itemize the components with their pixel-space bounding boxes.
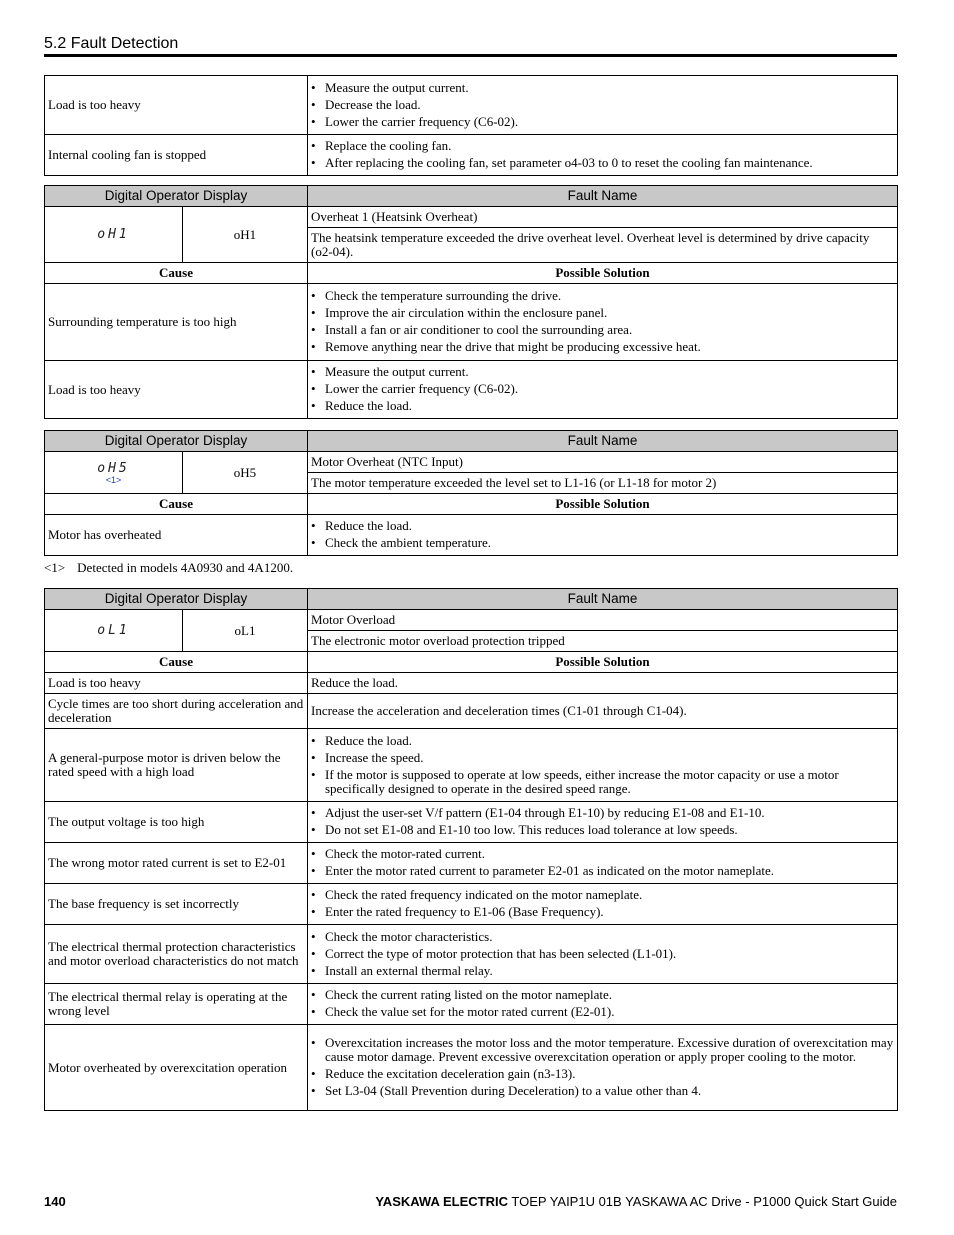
- solution-item: • Measure the output current.: [311, 365, 894, 379]
- solution-cell: [308, 884, 898, 925]
- solution-item: • Check the temperature surrounding the drive.: [311, 289, 894, 303]
- fault-code: oL1: [183, 610, 308, 652]
- solution-cell: [308, 76, 898, 135]
- solution-cell: [308, 984, 898, 1025]
- solution-item: • After replacing the cooling fan, set parameter o4-03 to 0 to reset the cooling fan maintenance.: [311, 156, 894, 170]
- table-row: [45, 515, 898, 556]
- footnote-reference-link[interactable]: <1>: [105, 474, 122, 485]
- solution-item: • Check the motor characteristics.: [311, 930, 894, 944]
- table-row: [45, 673, 898, 694]
- table-oh5: [44, 430, 898, 556]
- cause-cell: Load is too heavy: [45, 76, 308, 135]
- footer-text: [375, 1194, 897, 1209]
- fault-code: oH5: [183, 452, 308, 494]
- solution-item: • Check the ambient temperature.: [311, 536, 894, 550]
- solution-cell: [308, 515, 898, 556]
- operator-display-glyph: oH1: [97, 227, 130, 242]
- solution-cell: [308, 843, 898, 884]
- footer-brand: YASKAWA ELECTRIC: [375, 1194, 508, 1209]
- cause-header: Cause: [45, 652, 308, 673]
- solution-cell: [308, 361, 898, 419]
- fault-description: The motor temperature exceeded the level set to L1-16 (or L1-18 for motor 2): [308, 473, 898, 494]
- section-title: 5.2 Fault Detection: [44, 35, 179, 52]
- solution-item: • Do not set E1-08 and E1-10 too low. This reduces load tolerance at low speeds.: [311, 823, 894, 837]
- solution-item: • Install a fan or air conditioner to cool the surrounding area.: [311, 323, 894, 337]
- cause-cell: Surrounding temperature is too high: [45, 284, 308, 361]
- solution-item: • Measure the output current.: [311, 81, 894, 95]
- operator-display-cell: [45, 610, 183, 652]
- fault-name: Overheat 1 (Heatsink Overheat): [308, 207, 898, 228]
- cause-cell: Motor overheated by overexcitation operation: [45, 1025, 308, 1111]
- fault-code: oH1: [183, 207, 308, 263]
- solution-item: • Lower the carrier frequency (C6-02).: [311, 382, 894, 396]
- table-row: [45, 1025, 898, 1111]
- solution-item: • Check the value set for the motor rated current (E2-01).: [311, 1005, 894, 1019]
- fault-description: The heatsink temperature exceeded the drive overheat level. Overheat level is determined by drive capacity (o2-04).: [308, 228, 898, 263]
- cause-cell: The base frequency is set incorrectly: [45, 884, 308, 925]
- solution-item: • Reduce the load.: [311, 519, 894, 533]
- operator-display-glyph: oL1: [97, 623, 130, 638]
- cause-cell: Cycle times are too short during acceleration and deceleration: [45, 694, 308, 729]
- table-row: [45, 694, 898, 729]
- digital-operator-display-header: Digital Operator Display: [45, 431, 308, 452]
- solution-item: • Check the current rating listed on the motor nameplate.: [311, 988, 894, 1002]
- solution-item: • Overexcitation increases the motor loss and the motor temperature. Excessive duration of overexcitation may cause motor damage. Prevent excessive overexcitation operation or apply proper cooling to the motor.: [311, 1036, 894, 1064]
- fault-name-header: Fault Name: [308, 186, 898, 207]
- solution-item: • Correct the type of motor protection that has been selected (L1-01).: [311, 947, 894, 961]
- table-ol1: [44, 588, 898, 1111]
- table-row: [45, 729, 898, 802]
- cause-cell: Internal cooling fan is stopped: [45, 135, 308, 176]
- solution-cell: Increase the acceleration and deceleration times (C1-01 through C1-04).: [308, 694, 898, 729]
- table-row: [45, 984, 898, 1025]
- table-row: [45, 361, 898, 419]
- cause-cell: The output voltage is too high: [45, 802, 308, 843]
- table-row: [45, 284, 898, 361]
- table-row: [45, 925, 898, 984]
- solution-item: • Decrease the load.: [311, 98, 894, 112]
- cause-cell: A general-purpose motor is driven below the rated speed with a high load: [45, 729, 308, 802]
- footnote-text: Detected in models 4A0930 and 4A1200.: [77, 560, 294, 575]
- cause-cell: Motor has overheated: [45, 515, 308, 556]
- possible-solution-header: Possible Solution: [308, 263, 898, 284]
- solution-item: • Reduce the load.: [311, 399, 894, 413]
- solution-cell: [308, 925, 898, 984]
- solution-item: • Enter the motor rated current to parameter E2-01 as indicated on the motor nameplate.: [311, 864, 894, 878]
- table-row: [45, 843, 898, 884]
- solution-item: • Reduce the excitation deceleration gain (n3-13).: [311, 1067, 894, 1081]
- solution-item: • Check the motor-rated current.: [311, 847, 894, 861]
- fault-name: Motor Overload: [308, 610, 898, 631]
- cause-cell: The wrong motor rated current is set to E2-01: [45, 843, 308, 884]
- solution-item: • If the motor is supposed to operate at low speeds, either increase the motor capacity or use a motor specifically designed to operate in the desired speed range.: [311, 768, 894, 796]
- footnote-marker: <1>: [44, 560, 66, 575]
- table-row: [45, 135, 898, 176]
- solution-item: • Reduce the load.: [311, 734, 894, 748]
- table-row: [45, 884, 898, 925]
- cause-header: Cause: [45, 263, 308, 284]
- digital-operator-display-header: Digital Operator Display: [45, 186, 308, 207]
- solution-item: • Install an external thermal relay.: [311, 964, 894, 978]
- cause-cell: Load is too heavy: [45, 361, 308, 419]
- solution-item: • Check the rated frequency indicated on the motor nameplate.: [311, 888, 894, 902]
- operator-display-cell: [45, 207, 183, 263]
- solution-cell: [308, 802, 898, 843]
- table-row: [45, 802, 898, 843]
- operator-display-cell: [45, 452, 183, 494]
- footer-doc-ref: TOEP YAIP1U 01B YASKAWA AC Drive - P1000 Quick Start Guide: [511, 1194, 897, 1209]
- cause-header: Cause: [45, 494, 308, 515]
- cause-cell: Load is too heavy: [45, 673, 308, 694]
- solution-cell: [308, 1025, 898, 1111]
- fault-description: The electronic motor overload protection tripped: [308, 631, 898, 652]
- cause-cell: The electrical thermal protection characteristics and motor overload characteristics do not match: [45, 925, 308, 984]
- solution-item: • Lower the carrier frequency (C6-02).: [311, 115, 894, 129]
- fault-name-header: Fault Name: [308, 589, 898, 610]
- digital-operator-display-header: Digital Operator Display: [45, 589, 308, 610]
- possible-solution-header: Possible Solution: [308, 652, 898, 673]
- possible-solution-header: Possible Solution: [308, 494, 898, 515]
- table-row: [45, 76, 898, 135]
- solution-item: • Enter the rated frequency to E1-06 (Base Frequency).: [311, 905, 894, 919]
- fault-name-header: Fault Name: [308, 431, 898, 452]
- solution-item: • Replace the cooling fan.: [311, 139, 894, 153]
- header-rule: [44, 54, 897, 57]
- footnote: [44, 560, 305, 576]
- solution-cell: [308, 729, 898, 802]
- page-number: 140: [44, 1194, 66, 1209]
- solution-item: • Increase the speed.: [311, 751, 894, 765]
- operator-display-glyph: oH5: [97, 460, 130, 476]
- table-continuation: [44, 75, 898, 176]
- solution-item: • Improve the air circulation within the enclosure panel.: [311, 306, 894, 320]
- solution-item: • Remove anything near the drive that might be producing excessive heat.: [311, 340, 894, 354]
- solution-cell: Reduce the load.: [308, 673, 898, 694]
- solution-item: • Set L3-04 (Stall Prevention during Deceleration) to a value other than 4.: [311, 1084, 894, 1098]
- table-oh1: [44, 185, 898, 419]
- solution-cell: [308, 135, 898, 176]
- cause-cell: The electrical thermal relay is operating at the wrong level: [45, 984, 308, 1025]
- solution-item: • Adjust the user-set V/f pattern (E1-04 through E1-10) by reducing E1-08 and E1-10.: [311, 806, 894, 820]
- fault-name: Motor Overheat (NTC Input): [308, 452, 898, 473]
- solution-cell: [308, 284, 898, 361]
